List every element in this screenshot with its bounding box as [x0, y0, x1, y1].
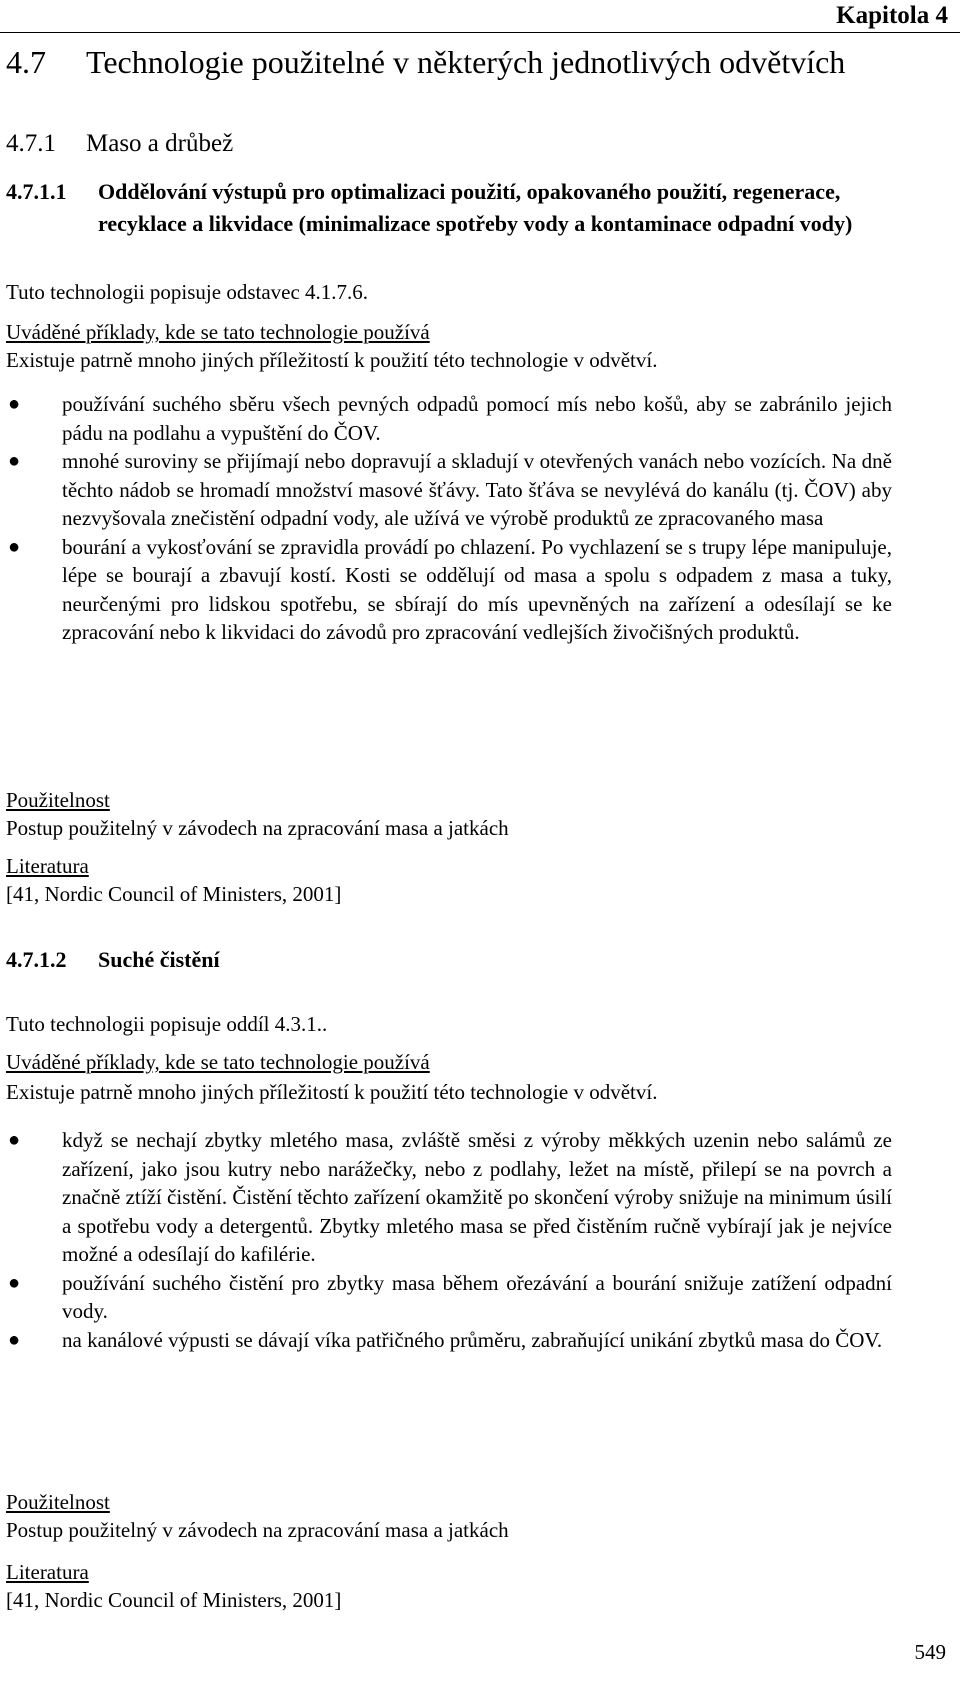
bullet-icon: ● — [8, 1328, 21, 1351]
section-4-7-1-1-heading — [6, 176, 906, 240]
section-intro: Tuto technologii popisuje oddíl 4.3.1.. — [6, 1012, 328, 1036]
examples-heading: Uváděné příklady, kde se tato technologie používá — [6, 1050, 430, 1074]
bullet-icon: ● — [8, 535, 21, 558]
examples-intro: Existuje patrně mnoho jiných příležitostí k použití této technologie v odvětví. — [6, 348, 658, 372]
bullet-icon: ● — [8, 393, 21, 415]
section-4-7-1-2-heading — [6, 944, 906, 976]
examples-heading: Uváděné příklady, kde se tato technologie používá — [6, 320, 430, 344]
usability-heading: Použitelnost — [6, 1490, 110, 1514]
examples-intro: Existuje patrně mnoho jiných příležitostí k použití této technologie v odvětví. — [6, 1080, 658, 1104]
section-number: 4.7.1.2 — [6, 947, 67, 972]
usability-text: Postup použitelný v závodech na zpracování masa a jatkách — [6, 816, 509, 840]
list-item: ● používání suchého sběru všech pevných odpadů pomocí mís nebo košů, aby se zabránilo jejich pádu na podlahu a vypuštění do ČOV. — [8, 392, 892, 445]
bullet-icon: ● — [8, 450, 21, 472]
section-title: Maso a drůbež — [86, 130, 234, 157]
list-item: ● používání suchého čistění pro zbytky masa během ořezávání a bourání snižuje zatížení odpadní vody. — [8, 1270, 892, 1323]
section-4-7-heading — [6, 40, 906, 84]
literature-heading: Literatura — [6, 854, 89, 878]
list-item: ● mnohé suroviny se přijímají nebo dopravují a skladují v otevřených vanách nebo vozících. Na dně těchto nádob se hromadí množství masové šťávy. Tato šťáva se nevylévá do kanálu (tj. ČOV) aby nezvyšovala znečistění odpadní vody, ale užívá ve výrobě produktů ze zpracovaného masa — [8, 449, 892, 530]
section-title: Suché čistění — [98, 947, 220, 972]
section-4-7-1-heading — [6, 128, 233, 160]
list-item: ● bourání a vykosťování se zpravidla provádí po chlazení. Po vychlazení se s trupy lépe manipuluje, lépe se bourají a zbavují kostí. Kosti se oddělují od masa a spolu s odpadem z masa a tuky, neurčenými pro lidskou spotřebu, se sbírají do mís upevněných na zařízení a odesílají se ke zpracování nebo k likvidaci do závodů pro zpracování vedlejších živočišných produktů. — [8, 534, 892, 644]
bullet-icon: ● — [8, 1129, 21, 1151]
section-intro: Tuto technologii popisuje odstavec 4.1.7.6. — [6, 280, 369, 304]
section-number: 4.7.1.1 — [6, 179, 67, 204]
list-item: ● když se nechají zbytky mletého masa, zvláště směsi z výroby měkkých uzenin nebo salámů ze zařízení, jako jsou kutry nebo narážečky, nebo z podlahy, ležet na místě, přilepí se na povrch a značně ztíží čistění. Čistění těchto zařízení okamžitě po skončení výroby snižuje na minimum úsilí a spotřebu vody a detergentů. Zbytky mletého masa se před čistěním ručně vybírají jak je nejvíce možné a odesílají do kafilérie. — [8, 1128, 892, 1266]
section-number: 4.7 — [6, 44, 46, 80]
list-item: ● na kanálové výpusti se dávají víka patřičného průměru, zabraňující unikání zbytků masa do ČOV. — [6, 1326, 892, 1355]
page-number: 549 — [914, 1640, 946, 1664]
header-rule — [0, 32, 960, 33]
literature-heading: Literatura — [6, 1560, 89, 1584]
bullet-list — [6, 1126, 892, 1354]
usability-heading: Použitelnost — [6, 788, 110, 812]
chapter-label: Kapitola 4 — [836, 2, 948, 29]
usability-text: Postup použitelný v závodech na zpracování masa a jatkách — [6, 1518, 509, 1542]
literature-reference: [41, Nordic Council of Ministers, 2001] — [6, 1588, 342, 1612]
literature-reference: [41, Nordic Council of Ministers, 2001] — [6, 882, 342, 906]
section-title: Oddělování výstupů pro optimalizaci použití, opakovaného použití, regenerace, recyklace a likvidace (minimalizace spotřeby vody a kontaminace odpadní vody) — [98, 179, 853, 236]
section-title: Technologie použitelné v některých jednotlivých odvětvích — [86, 44, 846, 80]
bullet-icon: ● — [8, 1271, 21, 1294]
bullet-list — [6, 390, 892, 647]
section-number: 4.7.1 — [6, 130, 56, 157]
